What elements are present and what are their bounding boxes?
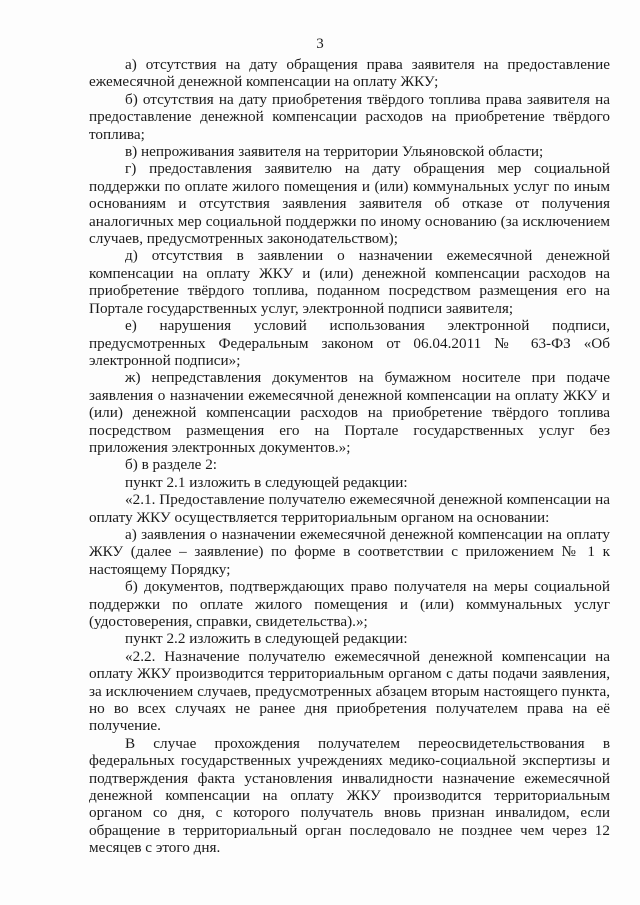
paragraph: пункт 2.2 изложить в следующей редакции: [125, 630, 408, 648]
paragraph: «2.1. Предоставление получателю ежемесячной денежной компенсации на оплату ЖКУ осуществляется территориальным органом на основании: [89, 491, 610, 526]
paragraph: д) отсутствия в заявлении о назначении ежемесячной денежной компенсации на оплату ЖКУ и (или) денежной компенсации расходов на приобретение твёрдого топлива, поданном посредством размещения его на Портале государственных услуг, электронной подписи заявителя; [89, 247, 610, 317]
paragraph: б) в разделе 2: [125, 456, 218, 474]
paragraph: а) отсутствия на дату обращения права заявителя на предоставление ежемесячной денежной компенсации на оплату ЖКУ; [89, 56, 610, 91]
paragraph: б) документов, подтверждающих право получателя на меры социальной поддержки по оплате жилого помещения и (или) коммунальных услуг (удостоверения, справки, свидетельства).»; [89, 578, 610, 630]
paragraph: б) отсутствия на дату приобретения твёрдого топлива права заявителя на предоставление денежной компенсации расходов на приобретение твёрдого топлива; [89, 90, 610, 143]
paragraph: ж) непредставления документов на бумажном носителе при подаче заявления о назначении ежемесячной денежной компенсации на оплату ЖКУ и (или) денежной компенсации расходов на приобретение твёрдого топлива посредством размещения его на Портале государственных услуг без приложения электронных документов.»; [89, 369, 610, 456]
document-body [89, 56, 610, 857]
paragraph: В случае прохождения получателем переосвидетельствования в федеральных государственных учреждениях медико-социальной экспертизы и подтверждения факта установления инвалидности назначение ежемесячной денежной компенсации на оплату ЖКУ производится территориальным органом со дня, с которого получатель вновь признан инвалидом, если обращение в территориальный орган последовало не позднее чем через 12 месяцев с этого дня. [89, 734, 610, 857]
paragraph: а) заявления о назначении ежемесячной денежной компенсации на оплату ЖКУ (далее – заявление) по форме в соответствии с приложением № 1 к настоящему Порядку; [89, 525, 610, 578]
paragraph: в) непроживания заявителя на территории Ульяновской области; [125, 143, 544, 161]
paragraph: г) предоставления заявителю на дату обращения мер социальной поддержки по оплате жилого помещения и (или) коммунальных услуг по иным основаниям и отсутствия заявления заявителя об отказе от получения аналогичных мер социальной поддержки по иному основанию (за исключением случаев, предусмотренных законодательством); [89, 160, 610, 248]
paragraph: пункт 2.1 изложить в следующей редакции: [125, 473, 408, 491]
page-number: 3 [316, 36, 324, 52]
paragraph: «2.2. Назначение получателю ежемесячной денежной компенсации на оплату ЖКУ производится территориальным органом с даты подачи заявления, за исключением случаев, предусмотренных абзацем вторым настоящего пункта, но во всех случаях не ранее дня приобретения получателем права на её получение. [89, 647, 610, 735]
paragraph: е) нарушения условий использования электронной подписи, предусмотренных Федеральным законом от 06.04.2011 № 63-ФЗ «Об электронной подписи»; [89, 317, 610, 369]
